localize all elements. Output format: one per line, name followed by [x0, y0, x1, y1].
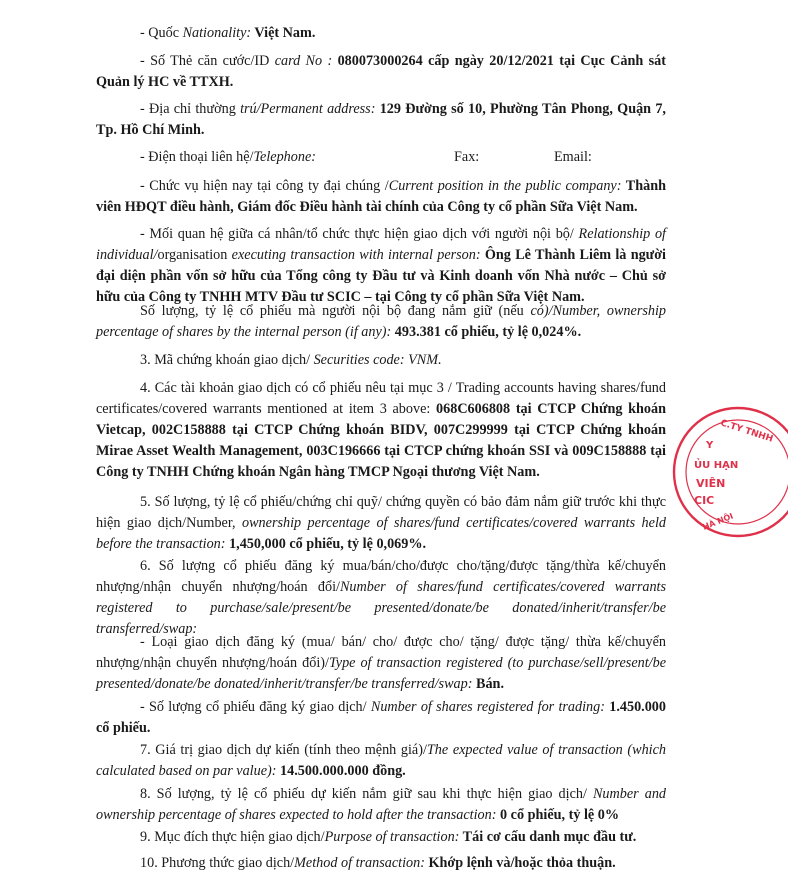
id-card-value: 080073000264 cấp ngày 20/12/2021 tại Cục Cảnh sát Quản lý HC về TTXH. [96, 53, 666, 90]
holding-before-line [96, 492, 666, 555]
holding-after-value: 0 cổ phiếu, tỷ lệ 0% [496, 807, 620, 823]
transaction-value-label: 7. Giá trị giao dịch dự kiến (tính theo mệnh giá)/ [140, 742, 427, 758]
relationship-value: Ông Lê Thành Liêm là người đại diện phần vốn sở hữu của Tổng công ty Đầu tư và Kinh doanh vốn Nhà nước – Chủ sở hữu của Công ty TNHH MTV Đầu tư SCIC – tại Công ty cổ phần Sữa Việt Nam. [96, 247, 666, 305]
holding-before-value: 1,450,000 cổ phiếu, tỷ lệ 0,069%. [225, 536, 427, 552]
shares-for-trading-value: 1.450.000 cổ phiếu. [96, 699, 666, 736]
id-card-line [96, 51, 666, 93]
transaction-type-value: Bán. [472, 676, 504, 692]
seal-text-bottom: HÀ NỘI [701, 511, 735, 532]
transaction-value-value: 14.500.000.000 đồng. [276, 763, 406, 779]
method-value: Khớp lệnh và/hoặc thỏa thuận. [424, 855, 616, 871]
position-label-en: Current position in the public company: [388, 178, 622, 194]
insider-holding-label: Số lượng, tỷ lệ cổ phiếu mà người nội bộ đang nắm giữ (nếu [140, 303, 531, 319]
position-line [96, 176, 666, 218]
relationship-label-org: organisation [157, 247, 232, 263]
telephone-label-en: Telephone: [253, 149, 316, 165]
company-seal-stamp [668, 400, 788, 560]
holding-after-label: 8. Số lượng, tỷ lệ cổ phiếu dự kiến nắm giữ sau khi thực hiện giao dịch/ [140, 786, 593, 802]
position-label: - Chức vụ hiện nay tại công ty đại chúng / [140, 178, 389, 194]
telephone-line [96, 147, 666, 168]
relationship-label-en: Relationship of individual/ [96, 226, 667, 263]
relationship-label: - Mối quan hệ giữa cá nhân/tổ chức thực hiện giao dịch với người nội bộ/ [140, 226, 579, 242]
trading-accounts-line [96, 378, 666, 483]
position-value: Thành viên HĐQT điều hành, Giám đốc Điều hành tài chính của Công ty cổ phần Sữa Việt Nam. [96, 178, 666, 215]
email-label: Email: [554, 149, 592, 165]
holding-after-line [96, 784, 666, 826]
seal-text-top: C.TY TNHH [719, 418, 775, 445]
insider-holding-value: 493.381 cổ phiếu, tỷ lệ 0,024%. [391, 324, 582, 340]
id-card-label-en: card No : [274, 53, 333, 69]
seal-text-vien: VIÊN [696, 477, 726, 490]
shares-for-trading-label: - Số lượng cổ phiếu đăng ký giao dịch/ [140, 699, 371, 715]
registered-shares-line [96, 556, 666, 640]
transaction-value-line [96, 740, 666, 782]
insider-holding-line [96, 301, 666, 343]
address-label: - Địa chỉ thường [140, 101, 241, 117]
registered-shares-label: 6. Số lượng cổ phiếu đăng ký mua/bán/cho/được cho/tặng/được tặng/thừa kế/chuyển nhượng/nhận chuyển nhượng/hoán đổi/ [96, 558, 666, 595]
trading-accounts-label: 4. Các tài khoản giao dịch có cổ phiếu nêu tại mục 3 / Trading accounts having shares/fund certificates/covered warrants mentioned at item 3 above: [96, 380, 666, 417]
seal-text-cic: CIC [694, 494, 715, 507]
holding-before-label: 5. Số lượng, tỷ lệ cổ phiếu/chứng chỉ quỹ/ chứng quyền có bảo đảm nắm giữ trước khi thực hiện giao dịch/Number, [96, 494, 666, 531]
address-label-en: trú/Permanent address: [240, 101, 376, 117]
seal-text-y: Y [706, 440, 714, 451]
nationality-label: - Quốc [140, 25, 183, 41]
purpose-value: Tái cơ cấu danh mục đầu tư. [459, 829, 637, 845]
telephone-label: - Điện thoại liên hệ/ [140, 149, 254, 165]
securities-code-line [96, 350, 666, 371]
purpose-label: 9. Mục đích thực hiện giao dịch/ [140, 829, 325, 845]
nationality-line [96, 23, 666, 44]
relationship-label-en2: executing transaction with internal person: [231, 247, 481, 263]
trading-accounts-value: 068C606808 tại CTCP Chứng khoán Vietcap, 002C158888 tại CTCP Chứng khoán BIDV, 007C299999 tại CTCP Chứng khoán Mirae Asset Wealth Management, 003C196666 tại CTCP chứng khoán SSI và 009C158888 tại Công ty TNHH Chứng khoán Ngân hàng TMCP Ngoại thương Việt Nam. [96, 401, 666, 480]
holding-before-label-en: ownership percentage of shares/fund certificates/covered warrants held before the transaction: [96, 515, 666, 552]
relationship-line [96, 224, 666, 308]
registered-shares-label-en: Number of shares/fund certificates/covered warrants registered to purchase/sale/present/be presented/donate/be donated/inherit/transfer/be transferred/swap: [96, 579, 666, 637]
address-line [96, 99, 666, 141]
nationality-label-en: Nationality: [182, 25, 252, 41]
insider-holding-label-en: có)/Number, ownership percentage of shares by the internal person (if any): [96, 303, 666, 340]
id-card-label: - Số Thẻ căn cước/ID [140, 53, 275, 69]
shares-for-trading-line [96, 697, 666, 739]
purpose-line [96, 827, 666, 848]
address-value: 129 Đường số 10, Phường Tân Phong, Quận 7, Tp. Hồ Chí Minh. [96, 101, 666, 138]
transaction-type-line [96, 632, 666, 695]
securities-code-label: 3. Mã chứng khoán giao dịch/ [140, 352, 314, 368]
transaction-type-label: - Loại giao dịch đăng ký (mua/ bán/ cho/ được cho/ tặng/ được tặng/ thừa kế/chuyển nhượng/nhận chuyển nhượng/hoán đổi)/ [96, 634, 666, 671]
seal-text-han: ỦU HẠN [694, 460, 739, 471]
shares-for-trading-label-en: Number of shares registered for trading: [370, 699, 605, 715]
method-line [96, 853, 666, 874]
nationality-value: Việt Nam. [251, 25, 316, 41]
method-label-en: Method of transaction: [294, 855, 425, 871]
method-label: 10. Phương thức giao dịch/ [140, 855, 295, 871]
transaction-value-label-en: The expected value of transaction (which calculated based on par value): [96, 742, 666, 779]
holding-after-label-en: Number and ownership percentage of shares expected to hold after the transaction: [96, 786, 667, 823]
transaction-type-label-en: Type of transaction registered (to purchase/sell/present/be presented/donate/be donated/inherit/transfer/be transferred/swap: [96, 655, 666, 692]
fax-label: Fax: [454, 149, 480, 165]
securities-code-value: Securities code: VNM. [313, 352, 442, 368]
purpose-label-en: Purpose of transaction: [324, 829, 460, 845]
